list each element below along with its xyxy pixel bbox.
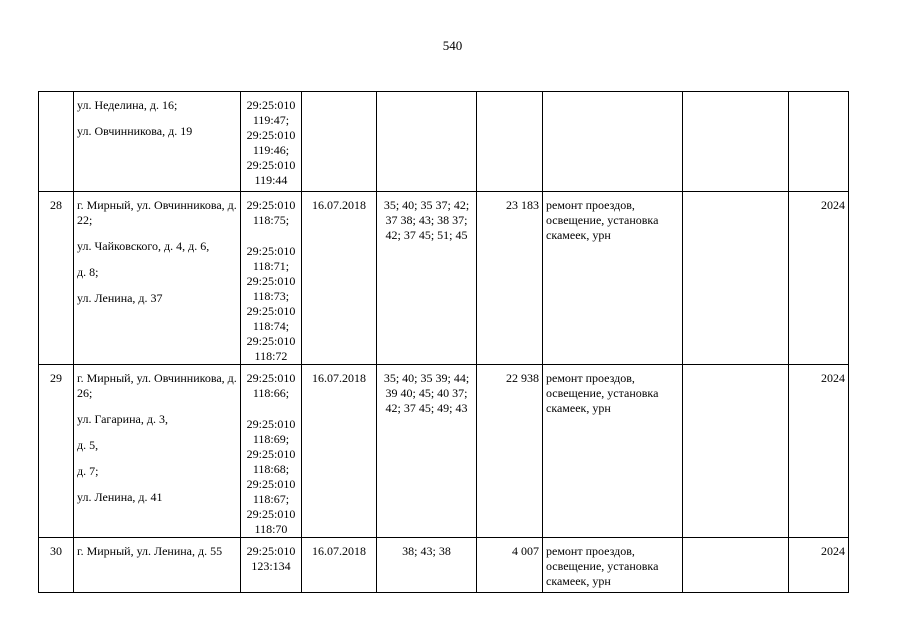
cadastral-line: 118:69;	[252, 432, 290, 446]
extra-cell	[683, 365, 789, 538]
address-cell	[74, 192, 241, 365]
address-line: г. Мирный, ул. Ленина, д. 55	[77, 544, 223, 558]
cadastral-line: 29:25:010	[246, 334, 296, 348]
cadastral-line: 29:25:010	[246, 128, 296, 142]
date-cell: 16.07.2018	[302, 192, 377, 365]
area-cell: 22 938	[477, 365, 543, 538]
cadastral-line: 118:66;	[252, 386, 290, 400]
cadastral-line: 118:73;	[252, 289, 290, 303]
cadastral-cell	[241, 538, 302, 593]
address-line: ул. Гагарина, д. 3,	[77, 412, 168, 426]
address-line: г. Мирный, ул. Овчинникова, д. 22;	[77, 198, 237, 227]
cadastral-line: 118:68;	[252, 462, 290, 476]
parcels-cell: 35; 40; 35 39; 44; 39 40; 45; 40 37; 42; 37 45; 49; 43	[377, 365, 477, 538]
page-number: 540	[442, 38, 463, 53]
cadastral-line: 118:71;	[252, 259, 290, 273]
table-row	[39, 192, 849, 365]
address-line: г. Мирный, ул. Овчинникова, д. 26;	[77, 371, 237, 400]
cadastral-line: 119:47;	[252, 113, 290, 127]
cadastral-line: 119:44	[254, 173, 288, 187]
year-cell: 2024	[789, 365, 849, 538]
area-cell	[477, 92, 543, 192]
address-line: д. 8;	[77, 265, 99, 279]
address-line: ул. Чайковского, д. 4, д. 6,	[77, 239, 210, 253]
date-cell	[302, 92, 377, 192]
year-cell: 2024	[789, 538, 849, 593]
year-cell	[789, 92, 849, 192]
address-line: ул. Ленина, д. 37	[77, 291, 163, 305]
cadastral-cell	[241, 92, 302, 192]
table-row	[39, 538, 849, 593]
address-cell	[74, 538, 241, 593]
date-cell: 16.07.2018	[302, 538, 377, 593]
row-number-cell: 29	[39, 365, 74, 538]
cadastral-line: 118:75;	[252, 213, 290, 227]
cadastral-line: 29:25:010	[246, 477, 296, 491]
work-cell: ремонт проездов, освещение, установка скамеек, урн	[543, 538, 683, 593]
extra-cell	[683, 92, 789, 192]
cadastral-line: 29:25:010	[246, 244, 296, 258]
address-line: ул. Ленина, д. 41	[77, 490, 163, 504]
area-cell: 23 183	[477, 192, 543, 365]
cadastral-line: 29:25:010	[246, 507, 296, 521]
date-cell: 16.07.2018	[302, 365, 377, 538]
cadastral-line: 118:67;	[252, 492, 290, 506]
address-line: д. 5,	[77, 438, 99, 452]
address-line: ул. Неделина, д. 16;	[77, 98, 178, 112]
cadastral-line: 119:46;	[252, 143, 290, 157]
extra-cell	[683, 538, 789, 593]
cadastral-line: 118:74;	[252, 319, 290, 333]
cadastral-line: 29:25:010	[246, 158, 296, 172]
cadastral-line: 29:25:010	[246, 371, 296, 385]
area-cell: 4 007	[477, 538, 543, 593]
cadastral-line: 118:72	[254, 349, 288, 363]
cadastral-line: 29:25:010	[246, 304, 296, 318]
cadastral-line: 118:70	[254, 522, 288, 536]
cadastral-cell	[241, 365, 302, 538]
year-cell: 2024	[789, 192, 849, 365]
work-cell	[543, 92, 683, 192]
cadastral-line: 29:25:010	[246, 98, 296, 112]
extra-cell	[683, 192, 789, 365]
cadastral-line: 29:25:010	[246, 417, 296, 431]
row-number-cell: 30	[39, 538, 74, 593]
table-body	[39, 92, 849, 593]
registry-table	[38, 91, 849, 593]
table-row	[39, 92, 849, 192]
parcels-cell	[377, 92, 477, 192]
address-cell	[74, 365, 241, 538]
address-cell	[74, 92, 241, 192]
row-number-cell	[39, 92, 74, 192]
cadastral-line: 29:25:010	[246, 544, 296, 558]
work-cell: ремонт проездов, освещение, установка скамеек, урн	[543, 192, 683, 365]
cadastral-line: 123:134	[251, 559, 291, 573]
work-cell: ремонт проездов, освещение, установка скамеек, урн	[543, 365, 683, 538]
parcels-cell: 38; 43; 38	[377, 538, 477, 593]
cadastral-cell	[241, 192, 302, 365]
address-line: д. 7;	[77, 464, 99, 478]
cadastral-line: 29:25:010	[246, 274, 296, 288]
cadastral-line: 29:25:010	[246, 447, 296, 461]
parcels-cell: 35; 40; 35 37; 42; 37 38; 43; 38 37; 42; 37 45; 51; 45	[377, 192, 477, 365]
cadastral-line: 29:25:010	[246, 198, 296, 212]
table-row	[39, 365, 849, 538]
row-number-cell: 28	[39, 192, 74, 365]
address-line: ул. Овчинникова, д. 19	[77, 124, 193, 138]
